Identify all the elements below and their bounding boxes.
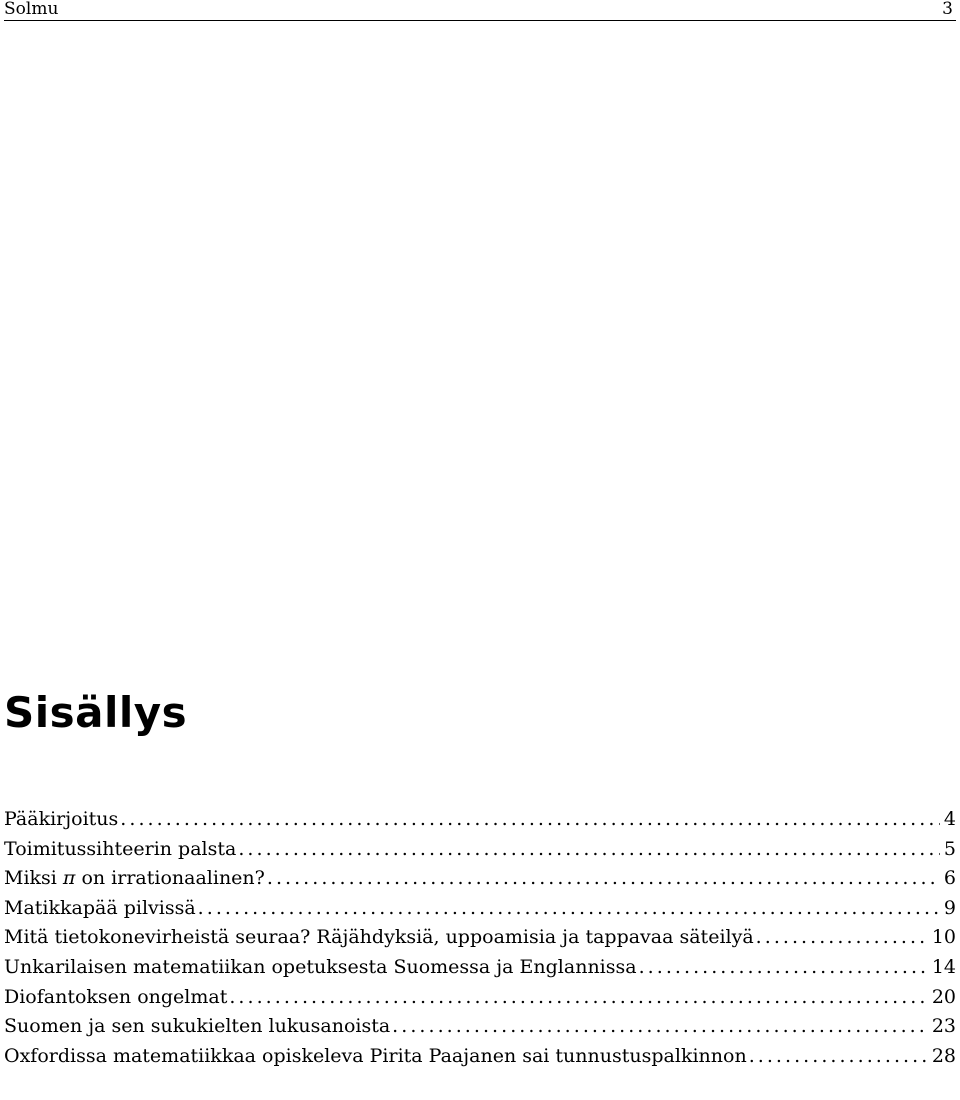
journal-title: Solmu bbox=[4, 0, 59, 19]
toc-entry-title: Diofantoksen ongelmat bbox=[4, 985, 228, 1008]
toc-entry-page: 4 bbox=[943, 808, 956, 830]
toc-entry-page: 28 bbox=[931, 1044, 956, 1067]
toc-entry-page: 10 bbox=[931, 926, 956, 949]
toc-entry-title: Matikkapää pilvissä bbox=[4, 896, 196, 919]
toc-entry[interactable] bbox=[4, 805, 956, 835]
toc-entry-title: Suomen ja sen sukukielten lukusanoista bbox=[4, 1015, 391, 1038]
toc-entry[interactable] bbox=[4, 1042, 956, 1072]
toc-entry-title: Oxfordissa matematiikkaa opiskeleva Pirita Paajanen sai tunnustuspalkinnon bbox=[4, 1044, 747, 1067]
running-header bbox=[4, 0, 956, 21]
dot-leader bbox=[639, 953, 928, 983]
toc-entry[interactable] bbox=[4, 1012, 956, 1042]
toc-entry-title: Mitä tietokonevirheistä seuraa? Räjähdyksiä, uppoamisia ja tappavaa säteilyä bbox=[4, 926, 754, 949]
toc-entry-title-start: Miksi bbox=[4, 867, 63, 890]
toc-entry-page: 6 bbox=[943, 867, 956, 890]
toc-entry-title: Unkarilaisen matematiikan opetuksesta Suomessa ja Englannissa bbox=[4, 955, 637, 978]
dot-leader bbox=[120, 805, 940, 835]
dot-leader bbox=[392, 1012, 928, 1042]
table-of-contents bbox=[4, 805, 956, 1071]
toc-heading: Sisällys bbox=[4, 688, 188, 737]
toc-entry[interactable] bbox=[4, 923, 956, 953]
toc-entry-title: Toimitussihteerin palsta bbox=[4, 837, 237, 860]
toc-entry-title-end: on irrationaalinen? bbox=[75, 867, 265, 890]
dot-leader bbox=[198, 894, 940, 924]
dot-leader bbox=[749, 1042, 928, 1072]
toc-entry-page: 14 bbox=[931, 955, 956, 978]
toc-entry-page: 9 bbox=[943, 896, 956, 919]
dot-leader bbox=[756, 923, 928, 953]
dot-leader bbox=[229, 983, 927, 1013]
dot-leader bbox=[267, 864, 940, 894]
toc-entry[interactable] bbox=[4, 953, 956, 983]
toc-entry-page: 5 bbox=[943, 837, 956, 860]
toc-entry-title bbox=[4, 864, 265, 894]
toc-entry-page: 20 bbox=[931, 985, 956, 1008]
toc-entry[interactable] bbox=[4, 894, 956, 924]
dot-leader bbox=[238, 835, 940, 865]
header-page-number: 3 bbox=[942, 0, 953, 19]
toc-entry-title: Pääkirjoitus bbox=[4, 808, 119, 830]
pi-symbol: π bbox=[62, 867, 76, 890]
toc-entry-page: 23 bbox=[931, 1015, 956, 1038]
toc-entry[interactable] bbox=[4, 864, 956, 894]
toc-entry[interactable] bbox=[4, 835, 956, 865]
toc-entry[interactable] bbox=[4, 983, 956, 1013]
